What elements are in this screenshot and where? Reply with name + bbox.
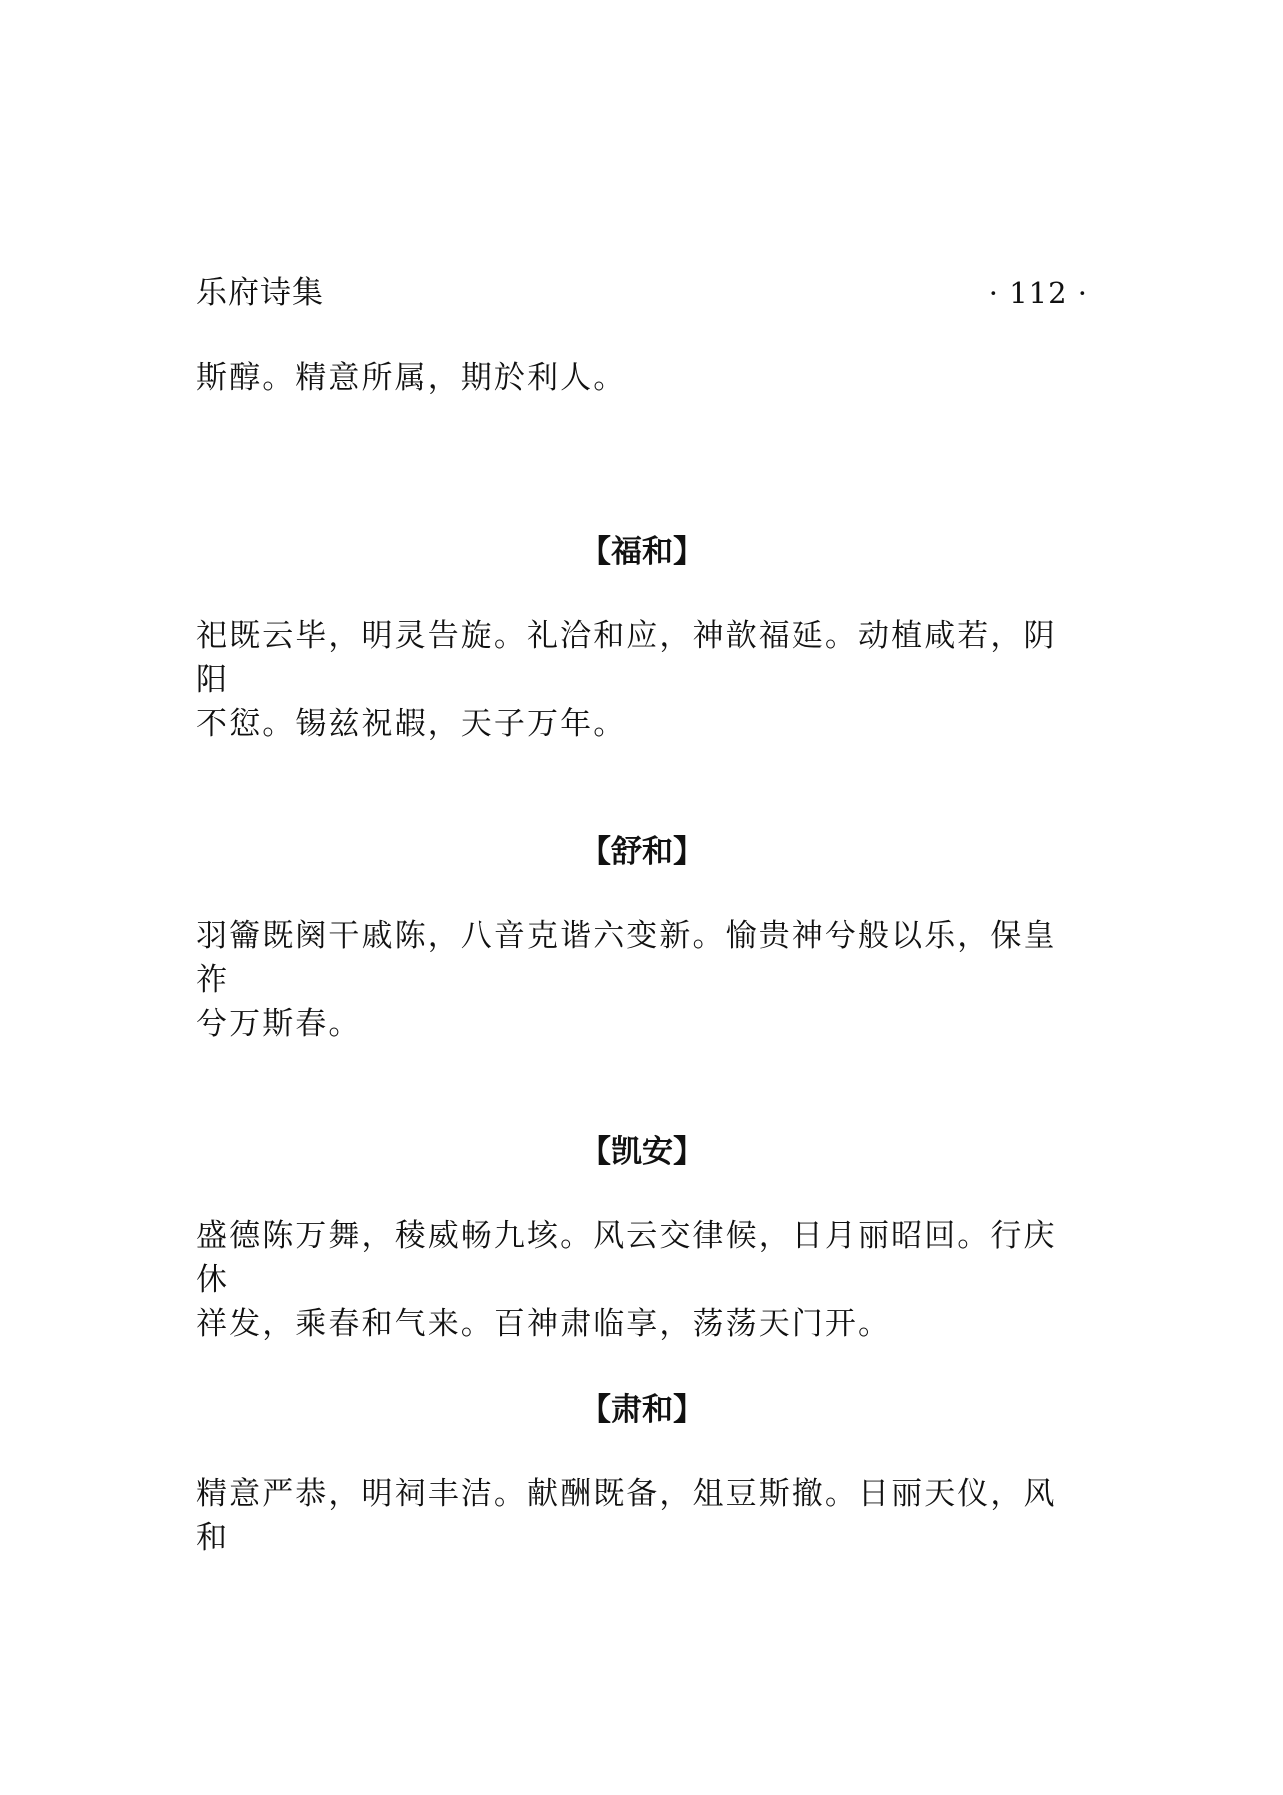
section-paragraph-shuhe [196,914,1088,1046]
paragraph-line: 兮万斯春。 [196,1006,362,1042]
paragraph-line: 祀既云毕，明灵告旋。礼洽和应，神歆福延。动植咸若，阴阳 [196,618,1057,698]
book-title: 乐府诗集 [196,275,324,311]
section-paragraph-suhe [196,1472,1088,1560]
paragraph-line: 盛德陈万舞，稜威畅九垓。风云交律候，日月丽昭回。行庆休 [196,1218,1057,1298]
page-number: · 112 · [988,276,1088,310]
paragraph-line: 羽籥既阕干戚陈，八音克谐六变新。愉贵神兮般以乐，保皇祚 [196,918,1057,998]
page-header [196,268,1088,318]
section-paragraph-fuhe [196,614,1088,746]
paragraph-line: 祥发，乘春和气来。百神肃临享，荡荡天门开。 [196,1306,892,1342]
section-heading-shuhe: 【舒和】 [580,834,704,870]
paragraph-line: 斯醇。精意所属，期於利人。 [196,360,627,396]
section-heading-suhe: 【肃和】 [580,1392,704,1428]
section-heading-kaian: 【凯安】 [580,1134,704,1170]
continuation-paragraph [196,356,1088,400]
paragraph-line: 不愆。锡兹祝嘏，天子万年。 [196,706,627,742]
section-heading-fuhe: 【福和】 [580,534,704,570]
paragraph-line: 精意严恭，明祠丰洁。献酬既备，俎豆斯撤。日丽天仪，风和 [196,1476,1057,1556]
section-paragraph-kaian [196,1214,1088,1346]
